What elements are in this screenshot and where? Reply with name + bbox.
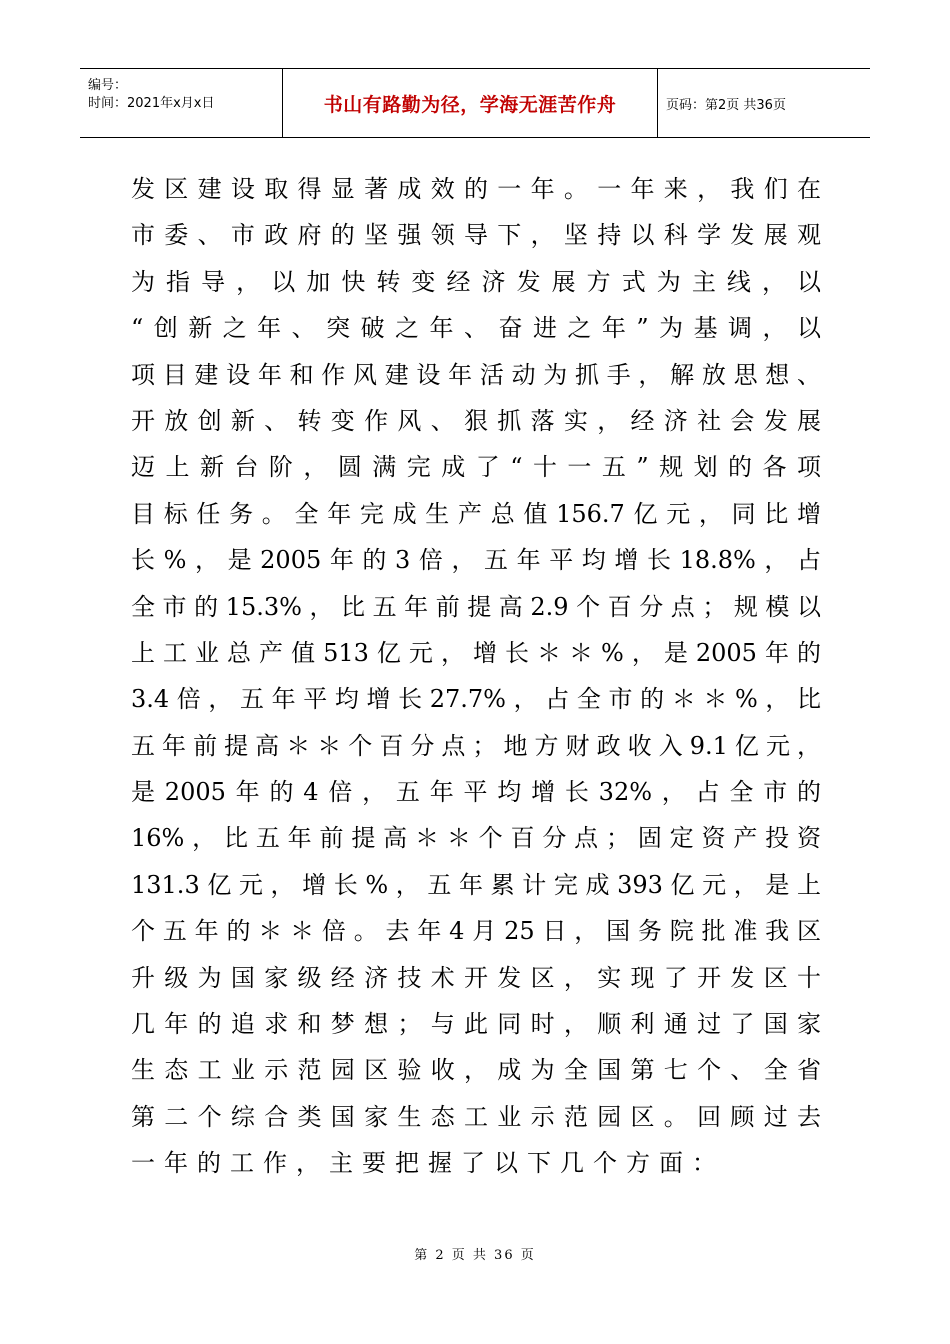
body-line: 开放创新、转变作风、狠抓落实，经济社会发展 xyxy=(131,406,821,435)
body-line: 目标任务。全年完成生产总值156.7亿元，同比增 xyxy=(131,499,821,528)
date-label: 时间：2021年x月x日 xyxy=(88,96,215,111)
body-line: 升级为国家级经济技术开发区，实现了开发区十 xyxy=(131,963,821,992)
motto-text: 书山有路勤为径，学海无涯苦作舟 xyxy=(323,93,617,116)
body-line: 一年的工作，主要把握了以下几个方面： xyxy=(131,1149,725,1178)
body-line: 几年的追求和梦想；与此同时，顺利通过了国家 xyxy=(131,1010,821,1039)
body-line: 上工业总产值513亿元，增长＊＊%，是2005年的 xyxy=(131,638,821,667)
body-line: 为指导，以加快转变经济发展方式为主线，以 xyxy=(131,267,821,296)
body-line: 16%，比五年前提高＊＊个百分点；固定资产投资 xyxy=(131,824,821,853)
header-meta-cell xyxy=(80,69,283,137)
body-line: “创新之年、突破之年、奋进之年”为基调，以 xyxy=(131,314,821,343)
header-page-info: 页码：第2页 共36页 xyxy=(666,97,786,113)
body-line: 个五年的＊＊倍。去年4月25日，国务院批准我区 xyxy=(131,917,821,946)
body-line: 市委、市政府的坚强领导下，坚持以科学发展观 xyxy=(131,221,821,250)
body-line: 五年前提高＊＊个百分点；地方财政收入9.1亿元， xyxy=(131,731,821,760)
body-line: 第二个综合类国家生态工业示范园区。回顾过去 xyxy=(131,1102,821,1131)
body-line: 131.3亿元，增长%，五年累计完成393亿元，是上 xyxy=(131,870,821,899)
header-page-cell xyxy=(658,69,870,137)
header-motto-cell xyxy=(283,69,658,137)
body-line: 发区建设取得显著成效的一年。一年来，我们在 xyxy=(131,175,821,203)
document-body xyxy=(131,166,821,1187)
page-header xyxy=(80,68,870,138)
serial-number-label: 编号： xyxy=(88,78,128,93)
page-footer: 第 2 页 共 36 页 xyxy=(414,1248,536,1263)
body-line: 全市的15.3%，比五年前提高2.9个百分点；规模以 xyxy=(131,592,821,621)
body-line: 长%，是2005年的3倍，五年平均增长18.8%，占 xyxy=(131,546,821,575)
body-line: 是2005年的4倍，五年平均增长32%，占全市的 xyxy=(131,778,821,807)
body-line: 迈上新台阶，圆满完成了“十一五”规划的各项 xyxy=(131,453,821,482)
body-line: 3.4倍，五年平均增长27.7%，占全市的＊＊%，比 xyxy=(131,685,821,714)
body-line: 生态工业示范园区验收，成为全国第七个、全省 xyxy=(131,1056,821,1085)
body-line: 项目建设年和作风建设年活动为抓手，解放思想、 xyxy=(131,360,821,389)
